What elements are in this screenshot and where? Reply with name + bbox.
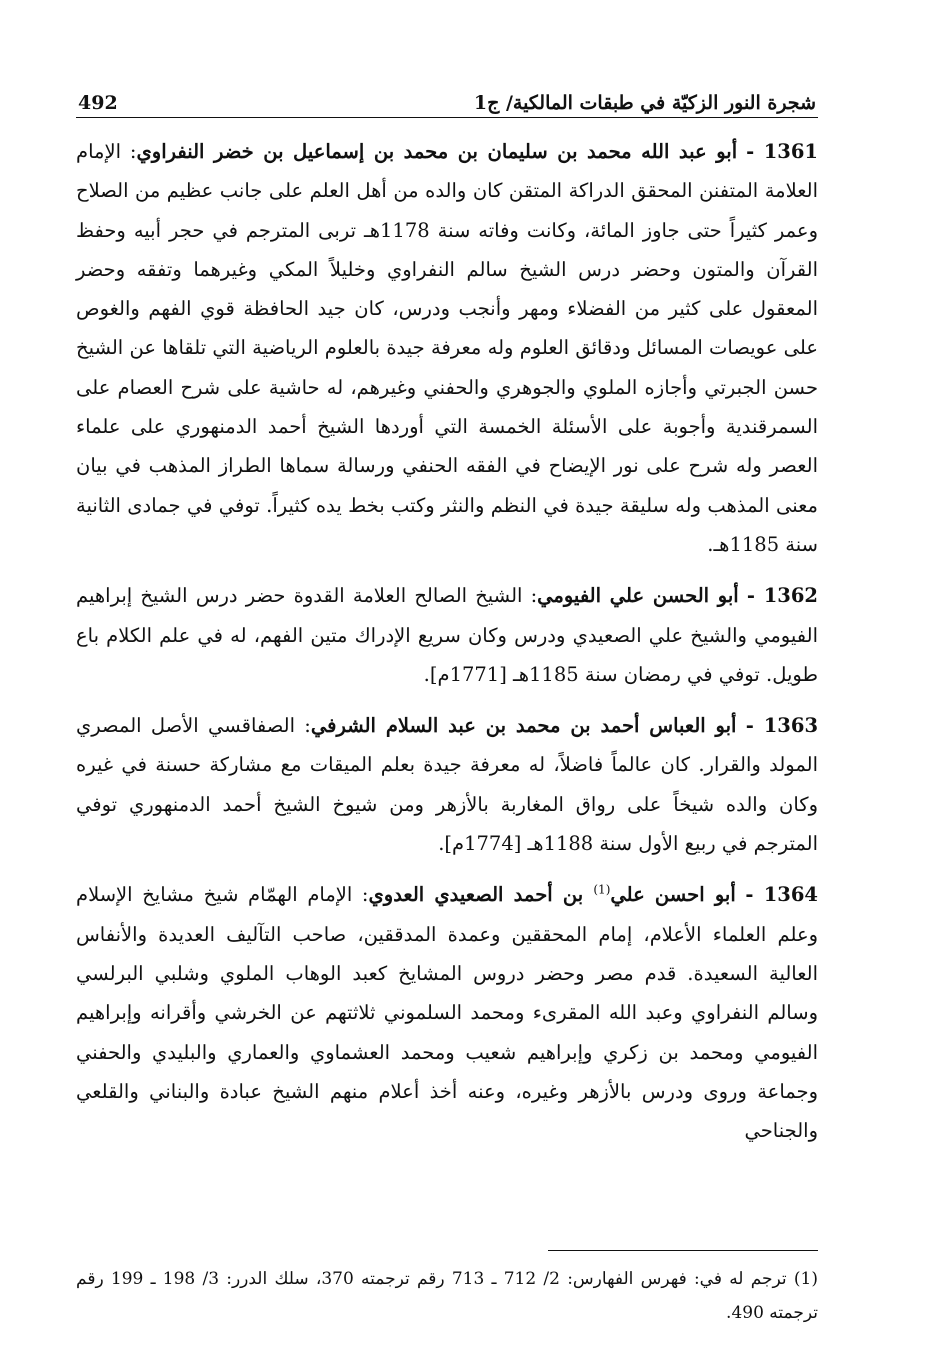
entry-text: : الصفاقسي الأصل المصري المولد والقرار. كان عالماً فاضلاً، له معرفة جيدة بعلم الميقات مع مشاركة حسنة في غيره وكان والده شيخاً على رواق المغاربة بالأزهر ومن شيوخ الشيخ أحمد الدمنهوري توفي المترجم في ربيع الأول سنة 1188هـ [1774م].: [76, 714, 818, 856]
entry-number: 1361 -: [746, 140, 818, 163]
main-text: [76, 132, 818, 1150]
entry-name: أبو احسن علي: [610, 883, 736, 907]
entry-number: 1364 -: [745, 883, 818, 907]
entry-name: أبو الحسن علي الفيومي: [537, 584, 739, 608]
entry-name: أبو عبد الله محمد بن سليمان بن محمد بن إسماعيل بن خضر النفراوي: [136, 140, 738, 163]
running-title: شجرة النور الزكيّة في طبقات المالكية/ ج1: [473, 92, 816, 114]
footnote-marker: (1): [793, 1269, 818, 1289]
footnote-reference[interactable]: (1): [593, 882, 611, 897]
page-number: 492: [78, 92, 118, 114]
footnote-divider: [548, 1250, 818, 1251]
footnote-text: ترجم له في: فهرس الفهارس: 2/ 712 ـ 713 رقم ترجمته 370، سلك الدرر: 3/ 198 ـ 199 رقم ترجمته 490.: [76, 1269, 818, 1323]
page-header: [78, 84, 816, 114]
entry-1361: [76, 132, 818, 564]
entry-text: : الشيخ الصالح العلامة القدوة حضر درس الشيخ إبراهيم الفيومي والشيخ علي الصعيدي ودرس وكان سريع الإدراك متين الفهم، له في علم الكلام باع طويل. توفي في رمضان سنة 1185هـ [1771م].: [76, 584, 818, 686]
entry-number: 1363 -: [745, 714, 819, 738]
entry-1364: [76, 875, 818, 1150]
header-divider: [76, 117, 818, 118]
entry-text: : الإمام العلامة المتفنن المحقق الدراكة المتقن كان والده من أهل العلم على جانب عظيم من الصلاح وعمر كثيراً حتى جاوز المائة، وكانت وفاته سنة 1178هـ تربى المترجم في حجر أبيه وحفظ القرآن والمتون وحضر درس الشيخ سالم النفراوي وخليلاً المكي وغيرهما وتفقه وحضر المعقول على كثير من الفضلاء ومهر وأنجب ودرس، كان جيد الحافظة قوي الفهم والغوص على عويصات المسائل ودقائق العلوم وله معرفة جيدة بالعلوم الرياضية التي تلقاها عن الشيخ حسن الجبرتي وأجازه الملوي والجوهري والحفني وغيرهم، له حاشية على شرح العصام على السمرقندية وأجوبة على الأسئلة الخمسة التي أوردها الشيخ أحمد الدمنهوري على علماء العصر وله شرح على نور الإيضاح في الفقه الحنفي ورسالة سماها الطراز المذهب في بيان معنى المذهب وله سليقة جيدة في النظم والنثر وكتب بخط يده كثيراً. توفي في جمادى الثانية سنة 1185هـ.: [76, 140, 818, 556]
entry-name: أبو العباس أحمد بن محمد بن عبد السلام الشرفي: [310, 714, 737, 738]
entry-1363: [76, 706, 818, 863]
entry-1362: [76, 576, 818, 694]
footnote: [76, 1262, 818, 1330]
entry-number: 1362 -: [746, 584, 818, 608]
entry-text: : الإمام الهمّام شيخ مشايخ الإسلام وعلم العلماء الأعلام، إمام المحققين وعمدة المدققين، صاحب التآليف العديدة والأنفاس العالية السعيدة. قدم مصر وحضر دروس المشايخ كعبد الوهاب الملوي وشلبي البرلسي وسالم النفراوي وعبد الله المقرىء ومحمد السلموني ثلاثتهم عن الخرشي وأقرانه وإبراهيم الفيومي ومحمد بن زكري وإبراهيم شعيب ومحمد العشماوي والعماري والبليدي والحفني وجماعة وروى ودرس بالأزهر وغيره، وعنه أخذ أعلام منهم الشيخ عبادة والبناني والقلعي والجناحي: [76, 883, 818, 1143]
entry-name-continued: بن أحمد الصعيدي العدوي: [368, 883, 594, 907]
